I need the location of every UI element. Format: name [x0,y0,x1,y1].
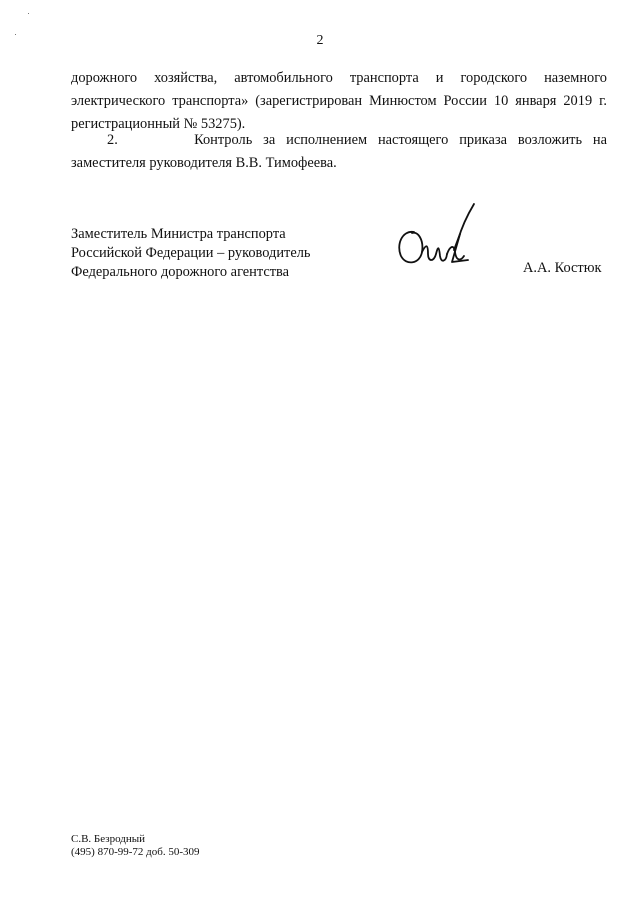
signer-position [71,225,310,282]
position-line: Российской Федерации – руководитель [71,245,311,261]
text-line: заместителя руководителя В.В. Тимофеева. [71,155,337,171]
position-line: Федерального дорожного агентства [71,264,290,280]
text-line: электрического транспорта» (зарегистрирован Минюстом России 10 января 2019 г. [71,93,607,109]
executor-name: С.В. Безродный [71,833,146,845]
handwritten-signature [392,200,482,280]
scan-speck [28,13,29,14]
paragraph-item-2 [71,129,607,175]
signer-name: А.А. Костюк [523,260,602,276]
text-line: дорожного хозяйства, автомобильного транспорта и городского наземного [71,70,607,86]
executor-phone: (495) 870-99-72 доб. 50-309 [71,846,200,858]
page-number: 2 [316,33,324,48]
position-line: Заместитель Министра транспорта [71,226,286,242]
text-line: регистрационный № 53275). [71,116,246,132]
executor-footer [71,833,200,859]
paragraph-continuation [71,67,607,136]
text-line: 2. Контроль за исполнением настоящего приказа возложить на [107,132,607,148]
